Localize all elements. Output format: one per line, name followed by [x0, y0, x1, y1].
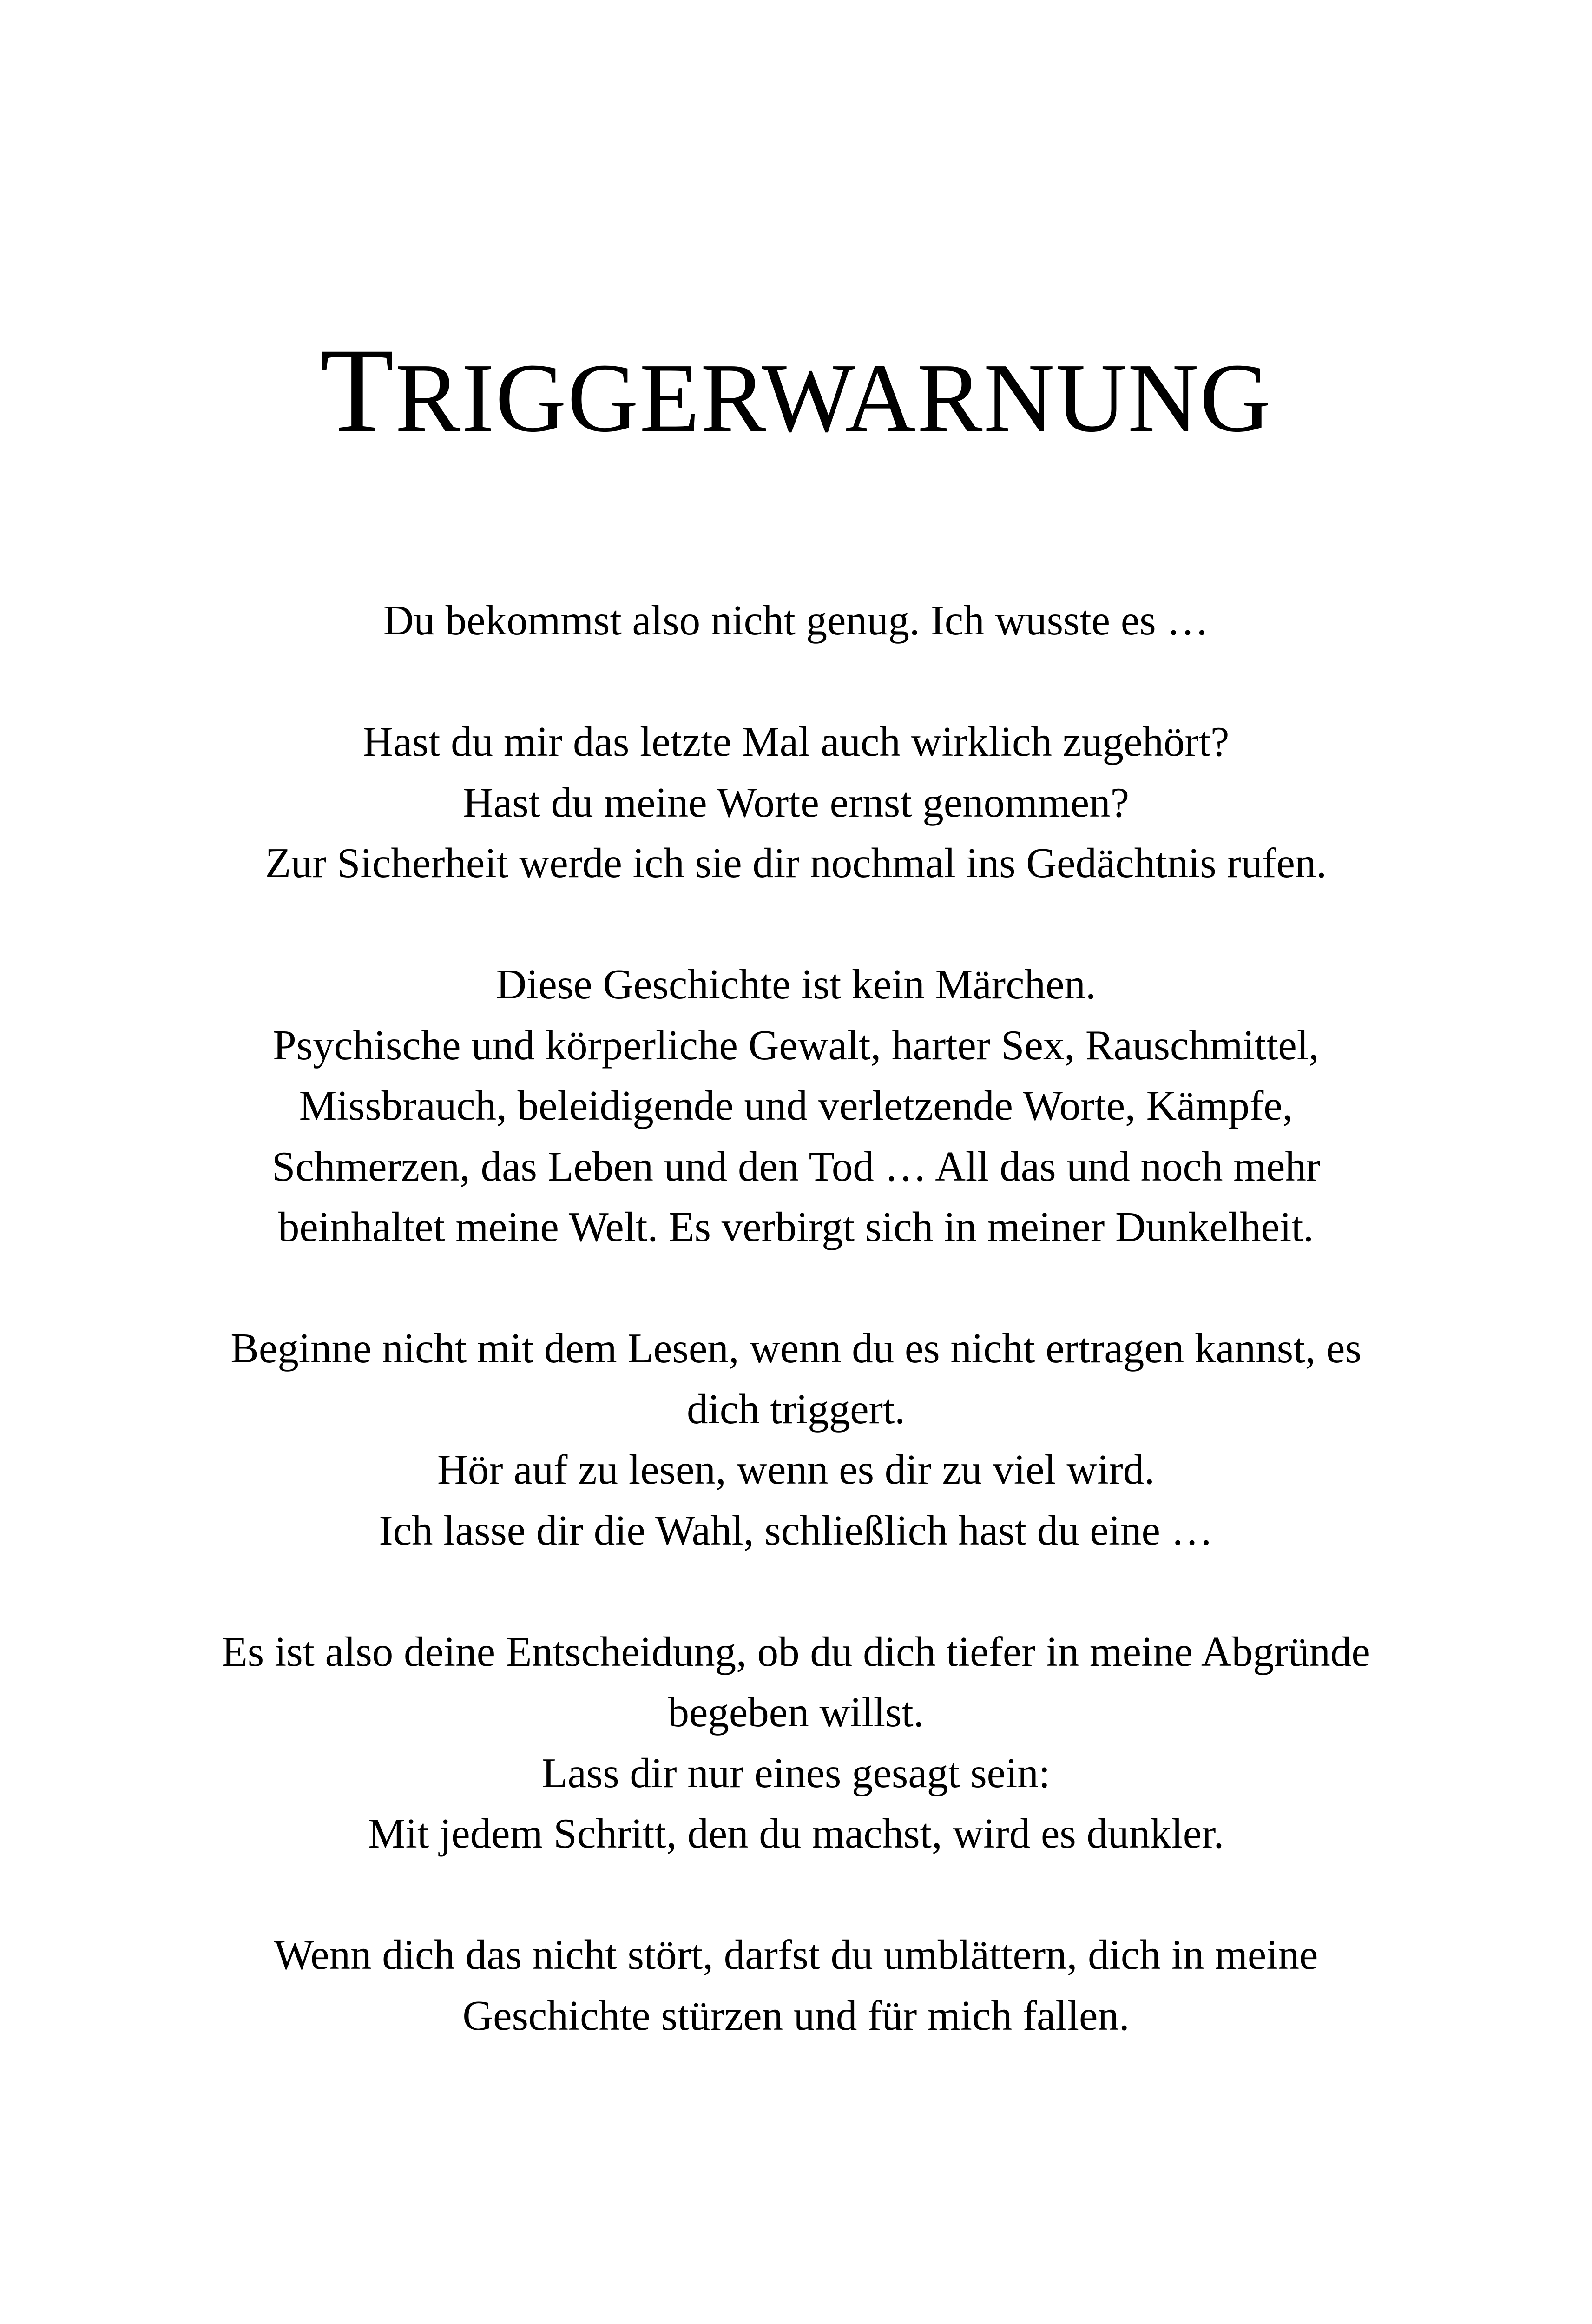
text-line: Mit jedem Schritt, den du machst, wird es dunkler.: [368, 1810, 1224, 1857]
text-line: Zur Sicherheit werde ich sie dir nochmal ins Gedächtnis rufen.: [265, 839, 1327, 886]
warning-text: [139, 590, 1453, 2046]
title-initial: T: [320, 324, 395, 457]
paragraph-content-warning: [139, 954, 1453, 1258]
text-line: begeben willst.: [668, 1689, 924, 1736]
page-title: [0, 321, 1592, 468]
paragraph-decision: [139, 1622, 1453, 1864]
text-line: Diese Geschichte ist kein Märchen.: [496, 961, 1096, 1008]
text-line: Ich lasse dir die Wahl, schließlich hast du eine …: [379, 1506, 1213, 1554]
text-line: Missbrauch, beleidigende und verletzende Worte, Kämpfe,: [299, 1082, 1293, 1129]
text-line: Schmerzen, das Leben und den Tod … All das und noch mehr: [271, 1142, 1321, 1190]
text-line: Es ist also deine Entscheidung, ob du dich tiefer in meine Abgründe: [222, 1628, 1370, 1675]
text-line: Du bekommst also nicht genug. Ich wusste es …: [383, 597, 1209, 644]
text-line: dich triggert.: [686, 1385, 906, 1433]
paragraph-intro: [139, 590, 1453, 651]
title-rest: RIGGERWARNUNG: [395, 343, 1272, 452]
text-line: Hast du mir das letzte Mal auch wirklich zugehört?: [362, 718, 1230, 765]
paragraph-advice: [139, 1318, 1453, 1561]
text-line: Geschichte stürzen und für mich fallen.: [462, 1992, 1130, 2039]
text-line: Psychische und körperliche Gewalt, harter Sex, Rauschmittel,: [273, 1021, 1319, 1069]
text-line: Lass dir nur eines gesagt sein:: [541, 1749, 1051, 1796]
text-line: beinhaltet meine Welt. Es verbirgt sich in meiner Dunkelheit.: [278, 1203, 1314, 1250]
text-line: Hast du meine Worte ernst genommen?: [463, 779, 1129, 826]
paragraph-closing: [139, 1925, 1453, 2046]
paragraph-questions: [139, 712, 1453, 894]
text-line: Beginne nicht mit dem Lesen, wenn du es nicht ertragen kannst, es: [230, 1325, 1362, 1372]
text-line: Wenn dich das nicht stört, darfst du umblättern, dich in meine: [274, 1931, 1318, 1978]
text-line: Hör auf zu lesen, wenn es dir zu viel wird.: [437, 1446, 1155, 1493]
